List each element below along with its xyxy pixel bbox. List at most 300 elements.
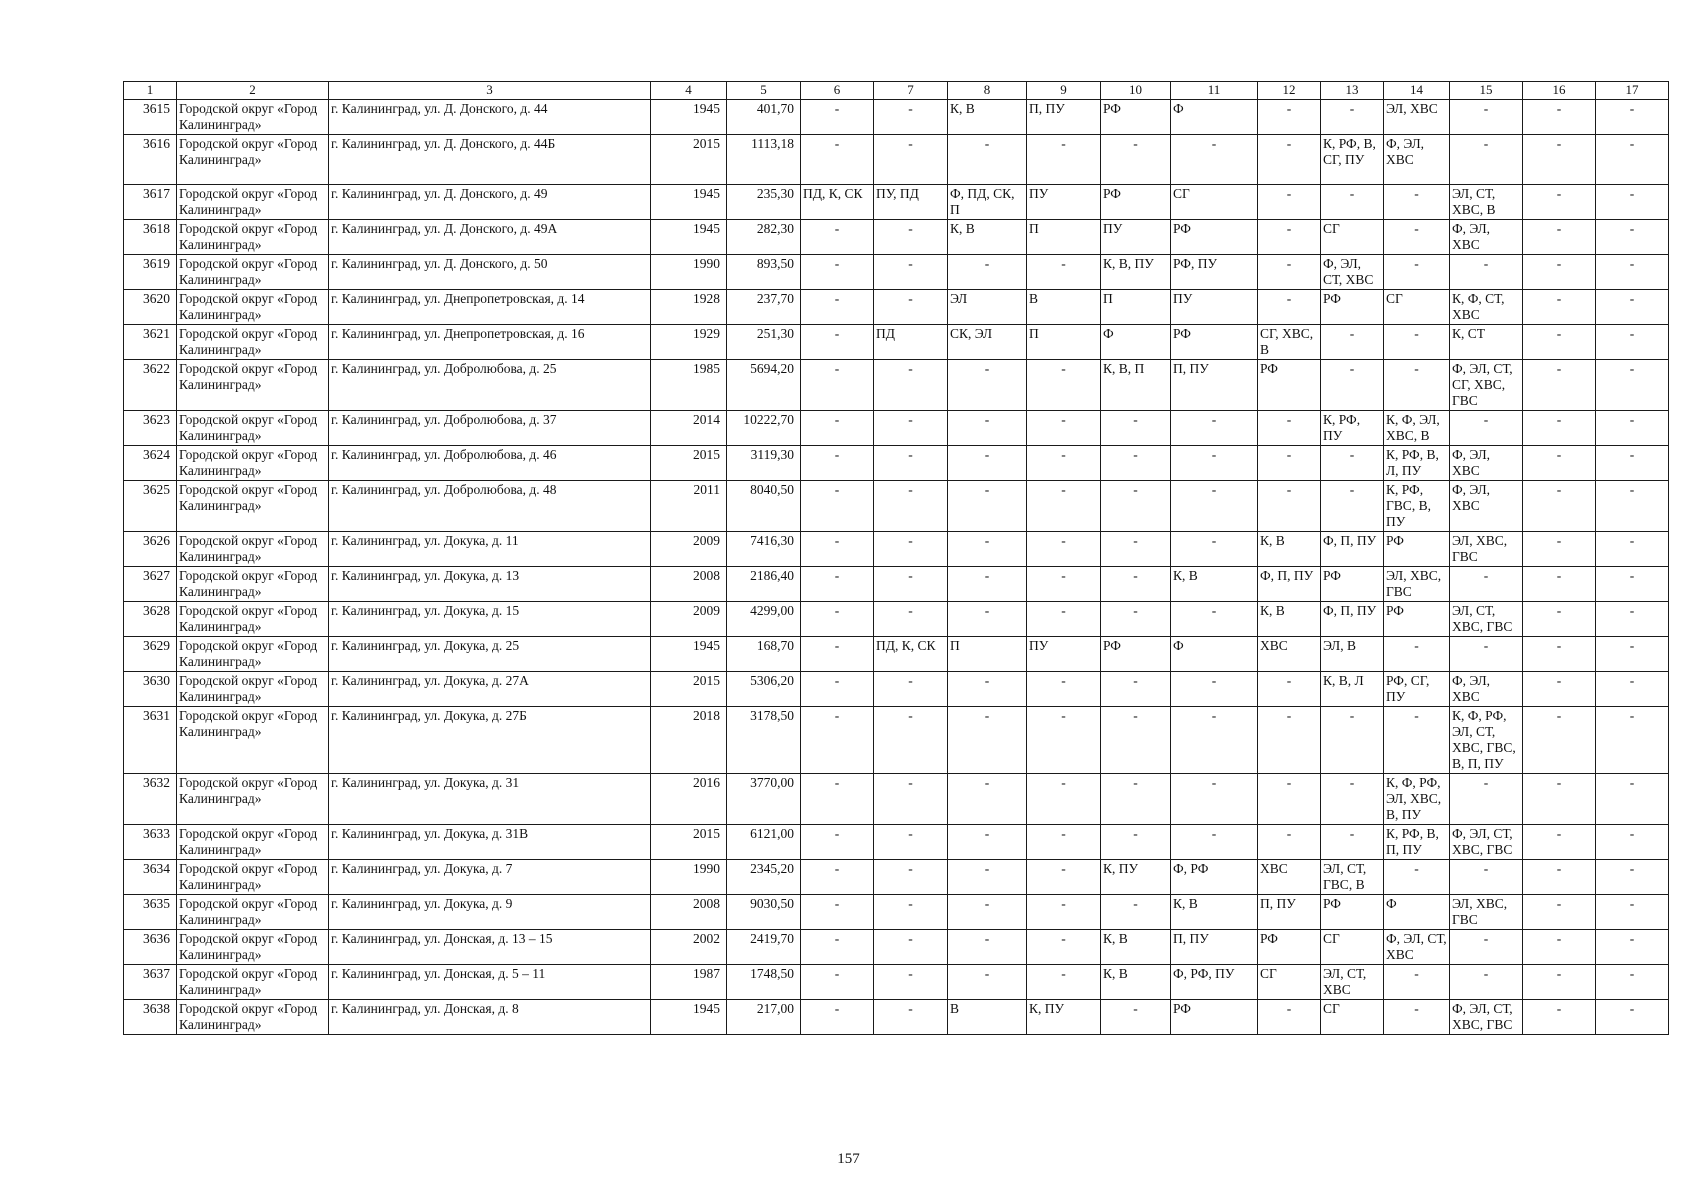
cell-col8: СК, ЭЛ (948, 325, 1027, 360)
cell-col17: - (1596, 325, 1669, 360)
cell-row-number: 3633 (124, 825, 177, 860)
cell-col12: - (1258, 255, 1321, 290)
table-row (124, 637, 1669, 672)
cell-col15: К, Ф, РФ, ЭЛ, СТ, ХВС, ГВС, В, П, ПУ (1450, 707, 1523, 774)
cell-municipality: Городской округ «Город Калининград» (177, 100, 329, 135)
cell-col10: РФ (1101, 185, 1171, 220)
cell-col15: Ф, ЭЛ, ХВС (1450, 220, 1523, 255)
cell-col15: - (1450, 411, 1523, 446)
cell-col16: - (1523, 1000, 1596, 1035)
cell-col9: - (1027, 446, 1101, 481)
cell-col17: - (1596, 360, 1669, 411)
cell-year: 2018 (651, 707, 727, 774)
cell-col10: - (1101, 411, 1171, 446)
cell-col14: - (1384, 360, 1450, 411)
cell-col11: - (1171, 602, 1258, 637)
cell-col6: - (801, 602, 874, 637)
cell-municipality: Городской округ «Город Калининград» (177, 220, 329, 255)
cell-col8: - (948, 707, 1027, 774)
cell-col12: - (1258, 411, 1321, 446)
cell-address: г. Калининград, ул. Донская, д. 5 – 11 (329, 965, 651, 1000)
cell-area: 2345,20 (727, 860, 801, 895)
table-row (124, 895, 1669, 930)
table-row (124, 100, 1669, 135)
cell-year: 2016 (651, 774, 727, 825)
table-row (124, 325, 1669, 360)
column-number-13: 13 (1321, 82, 1384, 100)
cell-col7: - (874, 220, 948, 255)
cell-year: 1945 (651, 185, 727, 220)
cell-col17: - (1596, 825, 1669, 860)
cell-col6: - (801, 220, 874, 255)
cell-col10: К, В, П (1101, 360, 1171, 411)
cell-address: г. Калининград, ул. Добролюбова, д. 46 (329, 446, 651, 481)
cell-col6: - (801, 411, 874, 446)
cell-col11: - (1171, 532, 1258, 567)
cell-col16: - (1523, 860, 1596, 895)
cell-col8: - (948, 446, 1027, 481)
cell-row-number: 3624 (124, 446, 177, 481)
cell-address: г. Калининград, ул. Д. Донского, д. 50 (329, 255, 651, 290)
cell-col17: - (1596, 1000, 1669, 1035)
cell-col17: - (1596, 672, 1669, 707)
cell-col13: Ф, П, ПУ (1321, 602, 1384, 637)
cell-col14: РФ (1384, 602, 1450, 637)
cell-municipality: Городской округ «Город Калининград» (177, 446, 329, 481)
table-row (124, 1000, 1669, 1035)
cell-col13: СГ (1321, 220, 1384, 255)
cell-col12: - (1258, 774, 1321, 825)
cell-col8: - (948, 672, 1027, 707)
cell-col7: - (874, 255, 948, 290)
cell-col9: - (1027, 255, 1101, 290)
cell-col10: - (1101, 602, 1171, 637)
cell-col17: - (1596, 567, 1669, 602)
cell-col9: - (1027, 481, 1101, 532)
cell-col7: - (874, 360, 948, 411)
cell-col14: СГ (1384, 290, 1450, 325)
cell-row-number: 3636 (124, 930, 177, 965)
cell-year: 1990 (651, 255, 727, 290)
cell-col15: Ф, ЭЛ, СТ, ХВС, ГВС (1450, 1000, 1523, 1035)
cell-col15: ЭЛ, СТ, ХВС, ГВС (1450, 602, 1523, 637)
cell-col16: - (1523, 567, 1596, 602)
cell-col11: К, В (1171, 567, 1258, 602)
cell-col17: - (1596, 895, 1669, 930)
cell-year: 1987 (651, 965, 727, 1000)
cell-col12: - (1258, 825, 1321, 860)
cell-col7: - (874, 446, 948, 481)
cell-area: 6121,00 (727, 825, 801, 860)
cell-col13: - (1321, 446, 1384, 481)
cell-col15: - (1450, 255, 1523, 290)
cell-col8: В (948, 1000, 1027, 1035)
cell-col17: - (1596, 481, 1669, 532)
table-row (124, 567, 1669, 602)
cell-col12: - (1258, 100, 1321, 135)
cell-col11: - (1171, 825, 1258, 860)
cell-col14: РФ, СГ, ПУ (1384, 672, 1450, 707)
cell-col8: ЭЛ (948, 290, 1027, 325)
cell-col16: - (1523, 895, 1596, 930)
cell-area: 251,30 (727, 325, 801, 360)
cell-year: 1945 (651, 100, 727, 135)
cell-col11: СГ (1171, 185, 1258, 220)
cell-col9: ПУ (1027, 185, 1101, 220)
cell-address: г. Калининград, ул. Докука, д. 7 (329, 860, 651, 895)
cell-row-number: 3617 (124, 185, 177, 220)
cell-col10: РФ (1101, 100, 1171, 135)
cell-col11: ПУ (1171, 290, 1258, 325)
cell-col13: Ф, П, ПУ (1321, 532, 1384, 567)
cell-col6: - (801, 100, 874, 135)
cell-col10: К, В, ПУ (1101, 255, 1171, 290)
cell-col10: К, ПУ (1101, 860, 1171, 895)
cell-col12: К, В (1258, 602, 1321, 637)
column-number-17: 17 (1596, 82, 1669, 100)
cell-col14: - (1384, 860, 1450, 895)
cell-row-number: 3618 (124, 220, 177, 255)
cell-address: г. Калининград, ул. Докука, д. 15 (329, 602, 651, 637)
table-row (124, 774, 1669, 825)
cell-col10: К, В (1101, 965, 1171, 1000)
cell-col6: - (801, 255, 874, 290)
cell-col12: - (1258, 481, 1321, 532)
table-body (124, 82, 1669, 1035)
cell-municipality: Городской округ «Город Калининград» (177, 290, 329, 325)
cell-col10: - (1101, 672, 1171, 707)
cell-municipality: Городской округ «Город Калининград» (177, 637, 329, 672)
cell-col16: - (1523, 255, 1596, 290)
cell-col14: - (1384, 965, 1450, 1000)
cell-area: 1748,50 (727, 965, 801, 1000)
cell-year: 2002 (651, 930, 727, 965)
cell-col6: - (801, 325, 874, 360)
cell-address: г. Калининград, ул. Днепропетровская, д. 14 (329, 290, 651, 325)
cell-col7: - (874, 895, 948, 930)
cell-col9: - (1027, 965, 1101, 1000)
cell-col10: ПУ (1101, 220, 1171, 255)
cell-col11: П, ПУ (1171, 930, 1258, 965)
cell-col9: - (1027, 672, 1101, 707)
cell-year: 2008 (651, 895, 727, 930)
cell-col16: - (1523, 360, 1596, 411)
cell-col11: - (1171, 135, 1258, 185)
cell-col11: РФ (1171, 325, 1258, 360)
cell-col14: - (1384, 637, 1450, 672)
cell-col17: - (1596, 220, 1669, 255)
cell-col9: - (1027, 135, 1101, 185)
cell-col6: - (801, 672, 874, 707)
column-number-4: 4 (651, 82, 727, 100)
cell-row-number: 3638 (124, 1000, 177, 1035)
cell-col13: СГ (1321, 930, 1384, 965)
cell-col15: - (1450, 930, 1523, 965)
cell-col7: - (874, 672, 948, 707)
cell-row-number: 3619 (124, 255, 177, 290)
cell-col14: К, РФ, В, П, ПУ (1384, 825, 1450, 860)
cell-municipality: Городской округ «Город Калининград» (177, 255, 329, 290)
page-number: 157 (837, 1151, 860, 1167)
cell-col9: - (1027, 360, 1101, 411)
cell-col9: П (1027, 220, 1101, 255)
cell-col10: К, В (1101, 930, 1171, 965)
cell-col13: РФ (1321, 895, 1384, 930)
cell-col15: - (1450, 965, 1523, 1000)
column-number-14: 14 (1384, 82, 1450, 100)
cell-row-number: 3621 (124, 325, 177, 360)
cell-municipality: Городской округ «Город Калининград» (177, 1000, 329, 1035)
cell-col9: - (1027, 930, 1101, 965)
cell-col8: - (948, 532, 1027, 567)
cell-year: 1928 (651, 290, 727, 325)
cell-row-number: 3634 (124, 860, 177, 895)
table-row (124, 602, 1669, 637)
cell-col9: П, ПУ (1027, 100, 1101, 135)
cell-area: 3119,30 (727, 446, 801, 481)
cell-col14: - (1384, 1000, 1450, 1035)
cell-col11: - (1171, 411, 1258, 446)
cell-col15: Ф, ЭЛ, ХВС (1450, 446, 1523, 481)
cell-col13: РФ (1321, 290, 1384, 325)
cell-col12: СГ, ХВС, В (1258, 325, 1321, 360)
cell-col7: - (874, 100, 948, 135)
cell-address: г. Калининград, ул. Докука, д. 31 (329, 774, 651, 825)
cell-address: г. Калининград, ул. Добролюбова, д. 37 (329, 411, 651, 446)
cell-municipality: Городской округ «Город Калининград» (177, 930, 329, 965)
cell-col16: - (1523, 290, 1596, 325)
table-row (124, 707, 1669, 774)
table-row (124, 255, 1669, 290)
cell-address: г. Калининград, ул. Докука, д. 27Б (329, 707, 651, 774)
cell-col8: П (948, 637, 1027, 672)
cell-address: г. Калининград, ул. Донская, д. 8 (329, 1000, 651, 1035)
cell-col15: - (1450, 637, 1523, 672)
cell-row-number: 3637 (124, 965, 177, 1000)
cell-address: г. Калининград, ул. Днепропетровская, д. 16 (329, 325, 651, 360)
cell-col9: - (1027, 895, 1101, 930)
cell-row-number: 3620 (124, 290, 177, 325)
cell-col8: - (948, 930, 1027, 965)
cell-col12: Ф, П, ПУ (1258, 567, 1321, 602)
cell-col11: Ф (1171, 637, 1258, 672)
cell-municipality: Городской округ «Город Калининград» (177, 895, 329, 930)
cell-municipality: Городской округ «Город Калининград» (177, 774, 329, 825)
cell-col13: РФ (1321, 567, 1384, 602)
cell-address: г. Калининград, ул. Д. Донского, д. 44 (329, 100, 651, 135)
cell-col17: - (1596, 135, 1669, 185)
cell-col14: Ф, ЭЛ, СТ, ХВС (1384, 930, 1450, 965)
cell-address: г. Калининград, ул. Д. Донского, д. 44Б (329, 135, 651, 185)
cell-col6: - (801, 360, 874, 411)
cell-area: 3770,00 (727, 774, 801, 825)
cell-col10: - (1101, 895, 1171, 930)
cell-year: 1945 (651, 637, 727, 672)
cell-col7: ПУ, ПД (874, 185, 948, 220)
cell-address: г. Калининград, ул. Докука, д. 27А (329, 672, 651, 707)
cell-col6: - (801, 567, 874, 602)
cell-area: 3178,50 (727, 707, 801, 774)
cell-col6: - (801, 860, 874, 895)
cell-col6: - (801, 707, 874, 774)
column-number-1: 1 (124, 82, 177, 100)
cell-col6: - (801, 637, 874, 672)
cell-col12: РФ (1258, 930, 1321, 965)
cell-col9: - (1027, 707, 1101, 774)
cell-col11: Ф, РФ (1171, 860, 1258, 895)
cell-area: 217,00 (727, 1000, 801, 1035)
cell-col17: - (1596, 774, 1669, 825)
cell-col15: ЭЛ, ХВС, ГВС (1450, 532, 1523, 567)
cell-col15: - (1450, 100, 1523, 135)
cell-col7: - (874, 965, 948, 1000)
column-number-8: 8 (948, 82, 1027, 100)
cell-area: 10222,70 (727, 411, 801, 446)
table-row (124, 481, 1669, 532)
cell-area: 235,30 (727, 185, 801, 220)
cell-municipality: Городской округ «Город Калининград» (177, 135, 329, 185)
cell-col16: - (1523, 602, 1596, 637)
cell-year: 1929 (651, 325, 727, 360)
cell-col8: - (948, 135, 1027, 185)
cell-area: 7416,30 (727, 532, 801, 567)
cell-col9: ПУ (1027, 637, 1101, 672)
cell-municipality: Городской округ «Город Калининград» (177, 672, 329, 707)
cell-col6: - (801, 825, 874, 860)
table-row (124, 290, 1669, 325)
cell-col12: РФ (1258, 360, 1321, 411)
cell-municipality: Городской округ «Город Калининград» (177, 411, 329, 446)
cell-col13: - (1321, 100, 1384, 135)
cell-col11: - (1171, 672, 1258, 707)
cell-col10: - (1101, 532, 1171, 567)
cell-col11: РФ (1171, 220, 1258, 255)
cell-col16: - (1523, 825, 1596, 860)
cell-col7: - (874, 825, 948, 860)
cell-col10: РФ (1101, 637, 1171, 672)
cell-col12: ХВС (1258, 637, 1321, 672)
cell-col17: - (1596, 100, 1669, 135)
cell-col14: - (1384, 707, 1450, 774)
cell-col17: - (1596, 965, 1669, 1000)
cell-col14: К, РФ, ГВС, В, ПУ (1384, 481, 1450, 532)
cell-col7: ПД (874, 325, 948, 360)
cell-col8: - (948, 602, 1027, 637)
table-row (124, 185, 1669, 220)
cell-col12: - (1258, 135, 1321, 185)
cell-municipality: Городской округ «Город Калининград» (177, 825, 329, 860)
cell-row-number: 3635 (124, 895, 177, 930)
cell-col13: СГ (1321, 1000, 1384, 1035)
cell-col16: - (1523, 637, 1596, 672)
cell-col14: - (1384, 185, 1450, 220)
cell-col15: Ф, ЭЛ, СТ, СГ, ХВС, ГВС (1450, 360, 1523, 411)
cell-col12: П, ПУ (1258, 895, 1321, 930)
cell-col7: ПД, К, СК (874, 637, 948, 672)
column-number-16: 16 (1523, 82, 1596, 100)
cell-col8: - (948, 411, 1027, 446)
cell-col17: - (1596, 602, 1669, 637)
cell-row-number: 3615 (124, 100, 177, 135)
cell-col12: К, В (1258, 532, 1321, 567)
cell-col7: - (874, 860, 948, 895)
cell-col8: - (948, 255, 1027, 290)
cell-col14: - (1384, 325, 1450, 360)
cell-col17: - (1596, 637, 1669, 672)
column-number-12: 12 (1258, 82, 1321, 100)
column-number-2: 2 (177, 82, 329, 100)
table-row (124, 135, 1669, 185)
cell-col15: Ф, ЭЛ, ХВС (1450, 672, 1523, 707)
cell-col8: - (948, 481, 1027, 532)
cell-col9: - (1027, 532, 1101, 567)
cell-col9: П (1027, 325, 1101, 360)
cell-year: 2008 (651, 567, 727, 602)
cell-address: г. Калининград, ул. Докука, д. 25 (329, 637, 651, 672)
cell-address: г. Калининград, ул. Д. Донского, д. 49 (329, 185, 651, 220)
cell-area: 2419,70 (727, 930, 801, 965)
cell-col9: - (1027, 825, 1101, 860)
cell-col7: - (874, 411, 948, 446)
cell-col9: К, ПУ (1027, 1000, 1101, 1035)
cell-col12: СГ (1258, 965, 1321, 1000)
cell-col8: Ф, ПД, СК, П (948, 185, 1027, 220)
cell-col17: - (1596, 255, 1669, 290)
cell-address: г. Калининград, ул. Донская, д. 13 – 15 (329, 930, 651, 965)
cell-col9: В (1027, 290, 1101, 325)
cell-col15: Ф, ЭЛ, ХВС (1450, 481, 1523, 532)
cell-col13: К, РФ, ПУ (1321, 411, 1384, 446)
cell-col10: - (1101, 481, 1171, 532)
cell-area: 168,70 (727, 637, 801, 672)
cell-municipality: Городской округ «Город Калининград» (177, 567, 329, 602)
cell-col11: Ф (1171, 100, 1258, 135)
cell-col12: - (1258, 185, 1321, 220)
cell-municipality: Городской округ «Город Калининград» (177, 707, 329, 774)
cell-row-number: 3626 (124, 532, 177, 567)
cell-col9: - (1027, 411, 1101, 446)
cell-col11: РФ, ПУ (1171, 255, 1258, 290)
cell-year: 1985 (651, 360, 727, 411)
cell-col14: Ф (1384, 895, 1450, 930)
cell-address: г. Калининград, ул. Добролюбова, д. 48 (329, 481, 651, 532)
cell-col14: - (1384, 220, 1450, 255)
register-table (123, 81, 1669, 1035)
cell-address: г. Калининград, ул. Докука, д. 9 (329, 895, 651, 930)
cell-row-number: 3632 (124, 774, 177, 825)
cell-col17: - (1596, 532, 1669, 567)
cell-col12: ХВС (1258, 860, 1321, 895)
cell-col16: - (1523, 220, 1596, 255)
cell-col12: - (1258, 672, 1321, 707)
cell-col6: - (801, 895, 874, 930)
cell-col8: К, В (948, 100, 1027, 135)
cell-col17: - (1596, 446, 1669, 481)
cell-col13: ЭЛ, СТ, ХВС (1321, 965, 1384, 1000)
table-row (124, 860, 1669, 895)
column-number-9: 9 (1027, 82, 1101, 100)
cell-col10: - (1101, 774, 1171, 825)
cell-col6: - (801, 965, 874, 1000)
cell-address: г. Калининград, ул. Д. Донского, д. 49А (329, 220, 651, 255)
cell-col6: - (801, 290, 874, 325)
cell-col13: К, РФ, В, СГ, ПУ (1321, 135, 1384, 185)
cell-year: 2015 (651, 446, 727, 481)
cell-col16: - (1523, 774, 1596, 825)
cell-municipality: Городской округ «Город Калининград» (177, 360, 329, 411)
cell-col11: К, В (1171, 895, 1258, 930)
cell-col14: К, Ф, РФ, ЭЛ, ХВС, В, ПУ (1384, 774, 1450, 825)
